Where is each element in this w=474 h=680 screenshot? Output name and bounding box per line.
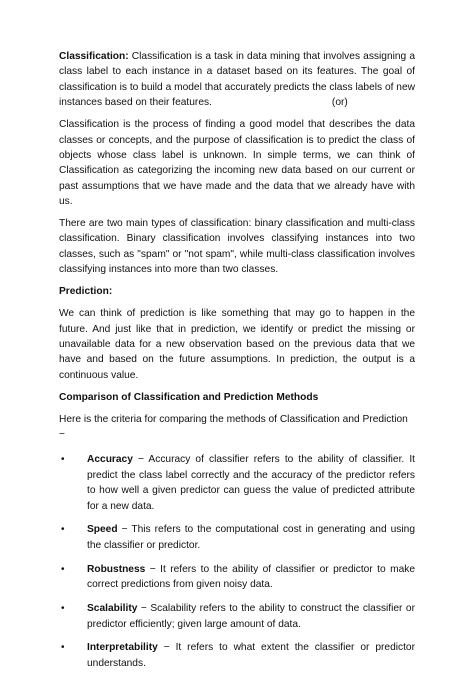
criterion-term: Scalability bbox=[87, 603, 138, 615]
or-label: (or) bbox=[331, 97, 348, 109]
bullet-icon: • bbox=[61, 563, 65, 575]
criterion-text: − Scalability refers to the ability to construct the classifier or predictor efficiently; given large amount of data. bbox=[87, 603, 415, 630]
bullet-icon: • bbox=[61, 642, 65, 654]
prediction-heading: Prediction: bbox=[59, 286, 113, 298]
criterion-text: − This refers to the computational cost in generating and using the classifier or predictor. bbox=[87, 524, 415, 551]
bullet-icon: • bbox=[61, 454, 65, 466]
criterion-term: Interpretability bbox=[87, 642, 158, 654]
classification-types-paragraph: There are two main types of classification: binary classification and multi-class classification. Binary classification involves classifying instances into two classes, such as "spam" or "not spam", while multi-class classification involves classifying instances into more than two classes. bbox=[59, 218, 415, 276]
comparison-intro: Here is the criteria for comparing the methods of Classification and Prediction − bbox=[59, 413, 408, 440]
criterion-term: Robustness bbox=[87, 563, 146, 575]
classification-intro-text: Classification is a task in data mining that involves assigning a class label to each instance in a dataset based on its features. The goal of classification is to build a model that accurately predicts the class labels of new instances based on their features. bbox=[59, 51, 415, 109]
bullet-icon: • bbox=[61, 524, 65, 536]
classification-definition-paragraph: Classification is the process of finding a good model that describes the data classes or concepts, and the purpose of classification is to predict the class of objects whose class label is unknown. In simple terms, we can think of Classification as categorizing the incoming new data based on our current or past assumptions that we have made and the data that we already have with us. bbox=[59, 119, 415, 208]
criterion-term: Accuracy bbox=[87, 454, 133, 466]
criterion-term: Speed bbox=[87, 524, 118, 536]
criterion-text: − It refers to the ability of classifier or predictor to make correct predictions from given noisy data. bbox=[87, 563, 415, 591]
bullet-icon: • bbox=[61, 603, 65, 615]
list-item-speed bbox=[59, 522, 415, 553]
list-item-accuracy bbox=[59, 452, 415, 514]
criteria-list bbox=[59, 452, 415, 671]
list-item-interpretability bbox=[59, 640, 415, 671]
criterion-text: − Accuracy of classifier refers to the ability of classifier. It predict the class label correctly and the accuracy of the predictor refers to how well a given predictor can guess the value of predicted attribute for a new data. bbox=[87, 454, 415, 512]
prediction-paragraph: We can think of prediction is like something that may go to happen in the future. And just like that in prediction, we identify or predict the missing or unavailable data for a new observation based on the previous data that we have and based on the future assumptions. In prediction, the output is a continuous value. bbox=[59, 308, 415, 381]
comparison-heading: Comparison of Classification and Prediction Methods bbox=[59, 391, 319, 403]
document-body bbox=[59, 49, 415, 680]
classification-term-colon: : bbox=[125, 51, 129, 62]
list-item-scalability bbox=[59, 601, 415, 632]
list-item-robustness bbox=[59, 562, 415, 593]
classification-term: Classification bbox=[59, 51, 126, 62]
criterion-text: − It refers to what extent the classifier or predictor understands. bbox=[87, 642, 415, 669]
classification-intro-paragraph bbox=[59, 49, 415, 111]
